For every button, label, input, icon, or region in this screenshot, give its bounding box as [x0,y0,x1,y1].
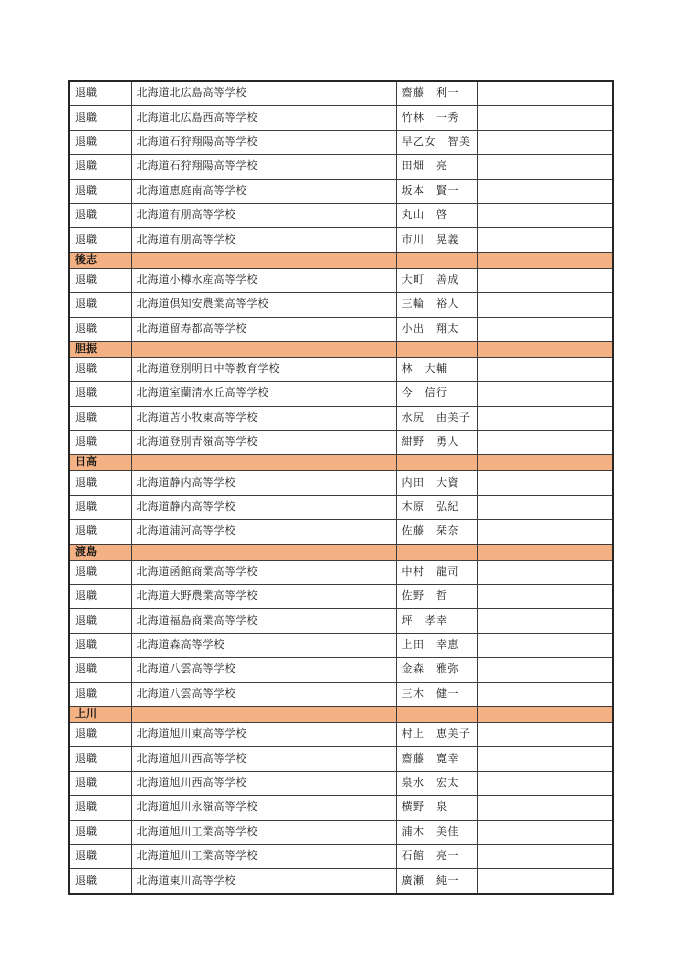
name-cell: 林 大輔 [396,357,477,381]
table-row [69,820,613,844]
section-row [69,455,613,471]
school-cell: 北海道登別明日中等教育学校 [131,357,396,381]
status-cell: 退職 [69,293,131,317]
note-cell [477,796,613,820]
name-cell: 水尻 由美子 [396,406,477,430]
status-cell: 退職 [69,771,131,795]
note-cell [477,179,613,203]
name-cell: 坪 孝幸 [396,609,477,633]
status-cell: 退職 [69,357,131,381]
table-row [69,228,613,252]
school-cell: 北海道有朋高等学校 [131,203,396,227]
school-cell: 北海道静内高等学校 [131,495,396,519]
name-cell: 中村 龍司 [396,560,477,584]
name-cell: 村上 恵美子 [396,722,477,746]
section-empty-cell [396,252,477,268]
table-row [69,722,613,746]
school-cell: 北海道室蘭清水丘高等学校 [131,382,396,406]
status-cell: 退職 [69,317,131,341]
school-cell: 北海道恵庭南高等学校 [131,179,396,203]
name-cell: 泉水 宏太 [396,771,477,795]
name-cell: 紺野 勇人 [396,431,477,455]
school-cell: 北海道苫小牧東高等学校 [131,406,396,430]
school-cell: 北海道旭川永嶺高等学校 [131,796,396,820]
table-row [69,633,613,657]
note-cell [477,560,613,584]
section-label-cell: 渡島 [69,544,131,560]
school-cell: 北海道有朋高等学校 [131,228,396,252]
section-empty-cell [131,341,396,357]
name-cell: 今 信行 [396,382,477,406]
table-row [69,658,613,682]
status-cell: 退職 [69,682,131,706]
status-cell: 退職 [69,747,131,771]
section-empty-cell [477,455,613,471]
table-row [69,431,613,455]
table-row [69,495,613,519]
section-empty-cell [396,706,477,722]
table-row [69,771,613,795]
status-cell: 退職 [69,431,131,455]
table-row [69,81,613,106]
status-cell: 退職 [69,633,131,657]
note-cell [477,771,613,795]
status-cell: 退職 [69,722,131,746]
note-cell [477,520,613,544]
table-row [69,560,613,584]
name-cell: 三木 健一 [396,682,477,706]
name-cell: 金森 雅弥 [396,658,477,682]
status-cell: 退職 [69,228,131,252]
section-empty-cell [396,544,477,560]
school-cell: 北海道静内高等学校 [131,471,396,495]
note-cell [477,357,613,381]
school-cell: 北海道森高等学校 [131,633,396,657]
status-cell: 退職 [69,471,131,495]
status-cell: 退職 [69,869,131,894]
name-cell: 竹林 一秀 [396,106,477,130]
table-row [69,293,613,317]
note-cell [477,130,613,154]
note-cell [477,682,613,706]
section-empty-cell [477,706,613,722]
note-cell [477,203,613,227]
table-row [69,747,613,771]
status-cell: 退職 [69,203,131,227]
table-row [69,406,613,430]
section-label-cell: 後志 [69,252,131,268]
name-cell: 廣瀬 純一 [396,869,477,894]
name-cell: 小出 翔太 [396,317,477,341]
school-cell: 北海道大野農業高等学校 [131,585,396,609]
note-cell [477,155,613,179]
section-label-cell: 日高 [69,455,131,471]
status-cell: 退職 [69,268,131,292]
school-cell: 北海道東川高等学校 [131,869,396,894]
table-row [69,317,613,341]
name-cell: 大町 善成 [396,268,477,292]
name-cell: 木原 弘紀 [396,495,477,519]
status-cell: 退職 [69,820,131,844]
school-cell: 北海道登別青嶺高等学校 [131,431,396,455]
note-cell [477,268,613,292]
section-empty-cell [131,544,396,560]
table-row [69,106,613,130]
status-cell: 退職 [69,520,131,544]
section-empty-cell [396,341,477,357]
name-cell: 市川 晃義 [396,228,477,252]
section-label-cell: 胆振 [69,341,131,357]
note-cell [477,293,613,317]
name-cell: 横野 泉 [396,796,477,820]
name-cell: 丸山 啓 [396,203,477,227]
table-row [69,609,613,633]
table-row [69,796,613,820]
status-cell: 退職 [69,585,131,609]
section-empty-cell [131,706,396,722]
table-row [69,585,613,609]
school-cell: 北海道旭川東高等学校 [131,722,396,746]
table-row [69,844,613,868]
note-cell [477,406,613,430]
table-row [69,382,613,406]
name-cell: 内田 大資 [396,471,477,495]
status-cell: 退職 [69,382,131,406]
name-cell: 田畑 亮 [396,155,477,179]
status-cell: 退職 [69,81,131,106]
school-cell: 北海道旭川西高等学校 [131,747,396,771]
note-cell [477,869,613,894]
school-cell: 北海道函館商業高等学校 [131,560,396,584]
status-cell: 退職 [69,495,131,519]
name-cell: 三輪 裕人 [396,293,477,317]
name-cell: 佐藤 栞奈 [396,520,477,544]
section-empty-cell [477,544,613,560]
table-row [69,179,613,203]
section-empty-cell [131,252,396,268]
school-cell: 北海道石狩翔陽高等学校 [131,130,396,154]
status-cell: 退職 [69,130,131,154]
status-cell: 退職 [69,406,131,430]
status-cell: 退職 [69,106,131,130]
retirement-roster-table [68,80,614,895]
section-empty-cell [131,455,396,471]
note-cell [477,228,613,252]
name-cell: 齋藤 利一 [396,81,477,106]
school-cell: 北海道留寿都高等学校 [131,317,396,341]
note-cell [477,844,613,868]
school-cell: 北海道北広島西高等学校 [131,106,396,130]
retirement-table-body [69,81,613,894]
section-row [69,341,613,357]
status-cell: 退職 [69,155,131,179]
school-cell: 北海道八雲高等学校 [131,658,396,682]
school-cell: 北海道倶知安農業高等学校 [131,293,396,317]
note-cell [477,820,613,844]
school-cell: 北海道旭川工業高等学校 [131,820,396,844]
note-cell [477,658,613,682]
note-cell [477,106,613,130]
note-cell [477,609,613,633]
note-cell [477,471,613,495]
name-cell: 齋藤 寛幸 [396,747,477,771]
section-row [69,252,613,268]
note-cell [477,722,613,746]
status-cell: 退職 [69,560,131,584]
note-cell [477,633,613,657]
name-cell: 上田 幸恵 [396,633,477,657]
table-row [69,268,613,292]
name-cell: 浦木 美佳 [396,820,477,844]
note-cell [477,747,613,771]
note-cell [477,81,613,106]
section-label-cell: 上川 [69,706,131,722]
table-row [69,520,613,544]
school-cell: 北海道小樽水産高等学校 [131,268,396,292]
school-cell: 北海道北広島高等学校 [131,81,396,106]
note-cell [477,495,613,519]
school-cell: 北海道石狩翔陽高等学校 [131,155,396,179]
note-cell [477,382,613,406]
status-cell: 退職 [69,179,131,203]
status-cell: 退職 [69,609,131,633]
name-cell: 石館 亮一 [396,844,477,868]
section-empty-cell [477,341,613,357]
table-row [69,471,613,495]
note-cell [477,317,613,341]
name-cell: 坂本 賢一 [396,179,477,203]
section-row [69,706,613,722]
school-cell: 北海道八雲高等学校 [131,682,396,706]
section-row [69,544,613,560]
note-cell [477,431,613,455]
table-row [69,357,613,381]
table-row [69,682,613,706]
status-cell: 退職 [69,658,131,682]
school-cell: 北海道浦河高等学校 [131,520,396,544]
school-cell: 北海道福島商業高等学校 [131,609,396,633]
table-row [69,155,613,179]
name-cell: 佐野 哲 [396,585,477,609]
name-cell: 早乙女 智美 [396,130,477,154]
table-row [69,130,613,154]
section-empty-cell [477,252,613,268]
status-cell: 退職 [69,844,131,868]
section-empty-cell [396,455,477,471]
table-row [69,869,613,894]
note-cell [477,585,613,609]
status-cell: 退職 [69,796,131,820]
table-row [69,203,613,227]
school-cell: 北海道旭川西高等学校 [131,771,396,795]
school-cell: 北海道旭川工業高等学校 [131,844,396,868]
